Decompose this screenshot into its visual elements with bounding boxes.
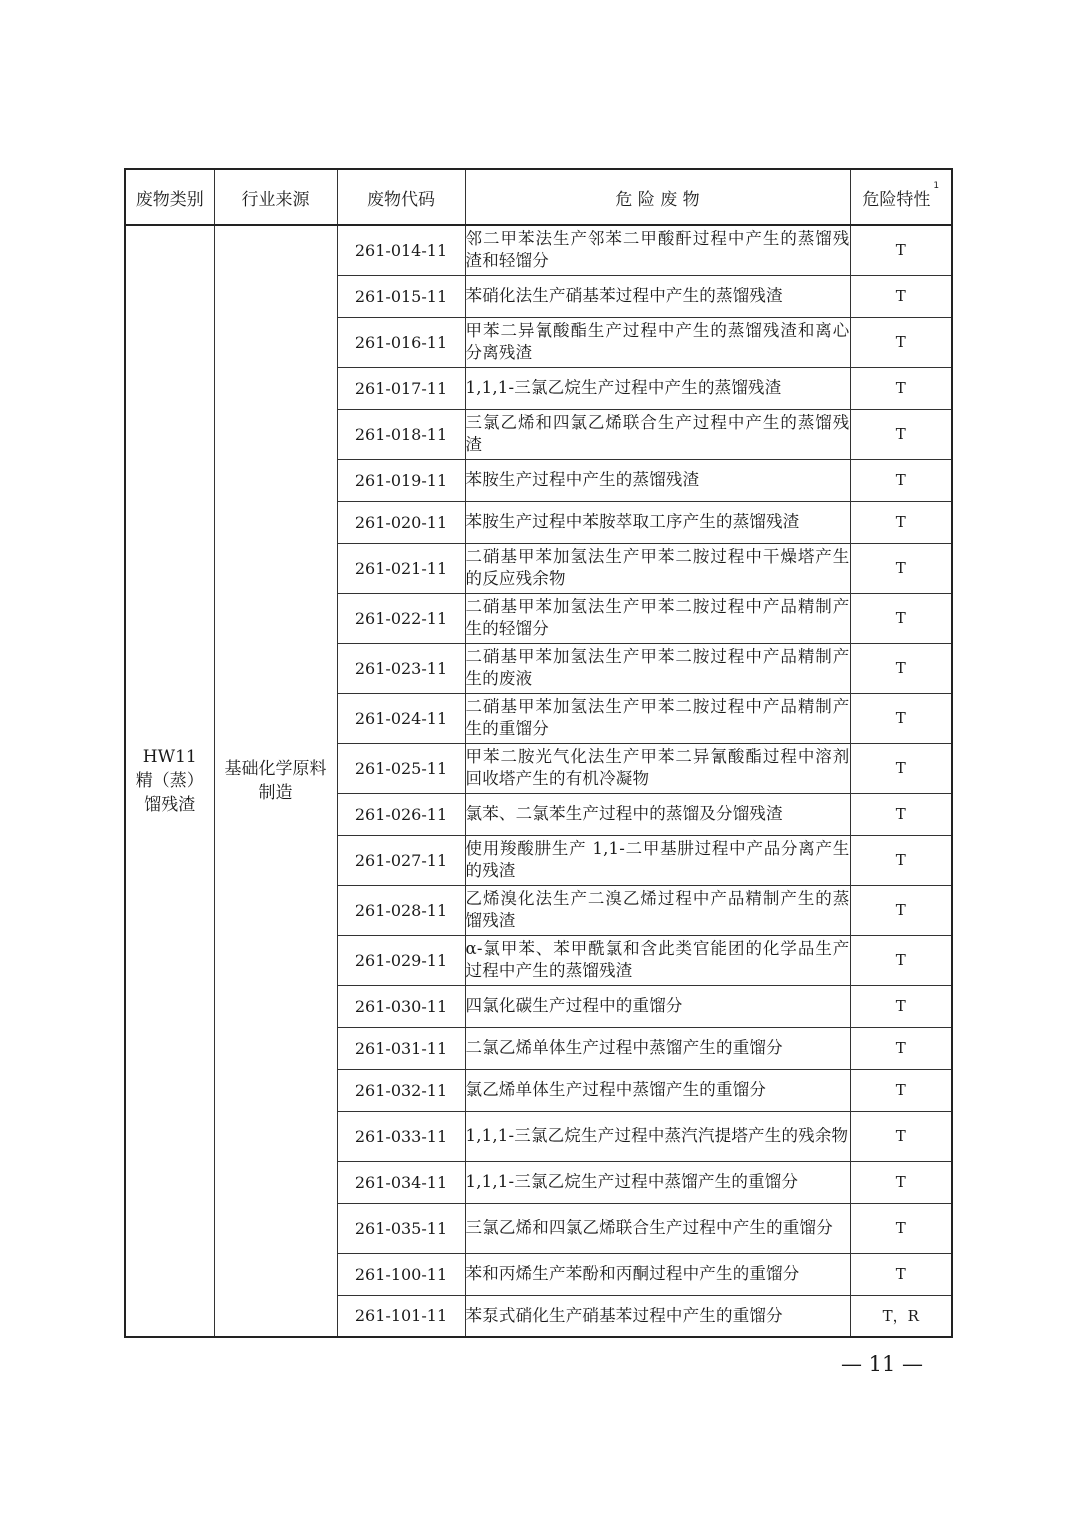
hazard-property-cell: T，R bbox=[850, 1295, 952, 1337]
waste-code-cell: 261-022-11 bbox=[337, 593, 465, 643]
waste-description-cell: 甲苯二异氰酸酯生产过程中产生的蒸馏残渣和离心分离残渣 bbox=[465, 317, 850, 367]
waste-description-cell: 氯苯、二氯苯生产过程中的蒸馏及分馏残渣 bbox=[465, 793, 850, 835]
hazard-property-cell: T bbox=[850, 1111, 952, 1161]
footnote-marker: 1 bbox=[933, 180, 940, 191]
hazard-property-cell: T bbox=[850, 985, 952, 1027]
waste-code-cell: 261-017-11 bbox=[337, 367, 465, 409]
waste-code-cell: 261-031-11 bbox=[337, 1027, 465, 1069]
hazard-property-cell: T bbox=[850, 501, 952, 543]
page-number: — 11 — bbox=[840, 1352, 924, 1376]
waste-description-cell: 二硝基甲苯加氢法生产甲苯二胺过程中产品精制产生的废液 bbox=[465, 643, 850, 693]
hazard-property-cell: T bbox=[850, 693, 952, 743]
waste-description-cell: 1,1,1-三氯乙烷生产过程中蒸汽汽提塔产生的残余物 bbox=[465, 1111, 850, 1161]
waste-code-cell: 261-030-11 bbox=[337, 985, 465, 1027]
waste-code-cell: 261-033-11 bbox=[337, 1111, 465, 1161]
waste-code-cell: 261-020-11 bbox=[337, 501, 465, 543]
hazard-property-cell: T bbox=[850, 835, 952, 885]
waste-description-cell: α-氯甲苯、苯甲酰氯和含此类官能团的化学品生产过程中产生的蒸馏残渣 bbox=[465, 935, 850, 985]
hazard-property-cell: T bbox=[850, 459, 952, 501]
hazard-property-cell: T bbox=[850, 409, 952, 459]
hazard-property-cell: T bbox=[850, 225, 952, 275]
category-line: HW11 bbox=[142, 747, 197, 767]
waste-description-cell: 三氯乙烯和四氯乙烯联合生产过程中产生的重馏分 bbox=[465, 1203, 850, 1253]
hazard-property-cell: T bbox=[850, 367, 952, 409]
hazard-property-cell: T bbox=[850, 275, 952, 317]
header-waste: 危 险 废 物 bbox=[465, 169, 850, 225]
hazard-property-cell: T bbox=[850, 885, 952, 935]
hazard-property-cell: T bbox=[850, 743, 952, 793]
waste-description-cell: 邻二甲苯法生产邻苯二甲酸酐过程中产生的蒸馏残渣和轻馏分 bbox=[465, 225, 850, 275]
hazard-property-cell: T bbox=[850, 1203, 952, 1253]
hazard-property-cell: T bbox=[850, 1027, 952, 1069]
hazard-property-cell: T bbox=[850, 1253, 952, 1295]
header-hazard-label: 危险特性 bbox=[862, 189, 931, 210]
table-header-row bbox=[125, 169, 952, 225]
category-line: 精（蒸） bbox=[135, 771, 204, 791]
hazard-property-cell: T bbox=[850, 543, 952, 593]
waste-code-cell: 261-024-11 bbox=[337, 693, 465, 743]
waste-description-cell: 三氯乙烯和四氯乙烯联合生产过程中产生的蒸馏残渣 bbox=[465, 409, 850, 459]
waste-code-cell: 261-023-11 bbox=[337, 643, 465, 693]
category-line: 馏残渣 bbox=[144, 795, 196, 815]
waste-description-cell: 四氯化碳生产过程中的重馏分 bbox=[465, 985, 850, 1027]
waste-description-cell: 苯泵式硝化生产硝基苯过程中产生的重馏分 bbox=[465, 1295, 850, 1337]
waste-description-cell: 苯胺生产过程中苯胺萃取工序产生的蒸馏残渣 bbox=[465, 501, 850, 543]
waste-description-cell: 二硝基甲苯加氢法生产甲苯二胺过程中产品精制产生的轻馏分 bbox=[465, 593, 850, 643]
hazardous-waste-table bbox=[124, 168, 953, 1338]
hazard-property-cell: T bbox=[850, 935, 952, 985]
waste-code-cell: 261-019-11 bbox=[337, 459, 465, 501]
waste-code-cell: 261-100-11 bbox=[337, 1253, 465, 1295]
hazard-property-cell: T bbox=[850, 1069, 952, 1111]
header-source: 行业来源 bbox=[214, 169, 337, 225]
waste-code-cell: 261-025-11 bbox=[337, 743, 465, 793]
hazard-property-cell: T bbox=[850, 1161, 952, 1203]
waste-description-cell: 二氯乙烯单体生产过程中蒸馏产生的重馏分 bbox=[465, 1027, 850, 1069]
table-row bbox=[125, 225, 952, 275]
waste-code-cell: 261-015-11 bbox=[337, 275, 465, 317]
waste-code-cell: 261-027-11 bbox=[337, 835, 465, 885]
waste-code-cell: 261-028-11 bbox=[337, 885, 465, 935]
industry-source-cell bbox=[214, 225, 337, 1337]
waste-code-cell: 261-026-11 bbox=[337, 793, 465, 835]
waste-description-cell: 氯乙烯单体生产过程中蒸馏产生的重馏分 bbox=[465, 1069, 850, 1111]
waste-description-cell: 1,1,1-三氯乙烷生产过程中产生的蒸馏残渣 bbox=[465, 367, 850, 409]
waste-code-cell: 261-101-11 bbox=[337, 1295, 465, 1337]
source-line: 基础化学原料 bbox=[224, 759, 327, 779]
waste-code-cell: 261-032-11 bbox=[337, 1069, 465, 1111]
header-hazard bbox=[850, 169, 952, 225]
waste-description-cell: 苯硝化法生产硝基苯过程中产生的蒸馏残渣 bbox=[465, 275, 850, 317]
waste-description-cell: 二硝基甲苯加氢法生产甲苯二胺过程中干燥塔产生的反应残余物 bbox=[465, 543, 850, 593]
hazard-property-cell: T bbox=[850, 317, 952, 367]
waste-description-cell: 使用羧酸肼生产 1,1-二甲基肼过程中产品分离产生的残渣 bbox=[465, 835, 850, 885]
source-line: 制造 bbox=[258, 783, 293, 803]
hazard-property-cell: T bbox=[850, 643, 952, 693]
waste-description-cell: 乙烯溴化法生产二溴乙烯过程中产品精制产生的蒸馏残渣 bbox=[465, 885, 850, 935]
waste-code-cell: 261-035-11 bbox=[337, 1203, 465, 1253]
waste-code-cell: 261-021-11 bbox=[337, 543, 465, 593]
waste-description-cell: 苯胺生产过程中产生的蒸馏残渣 bbox=[465, 459, 850, 501]
header-code: 废物代码 bbox=[337, 169, 465, 225]
waste-description-cell: 甲苯二胺光气化法生产甲苯二异氰酸酯过程中溶剂回收塔产生的有机冷凝物 bbox=[465, 743, 850, 793]
header-category: 废物类别 bbox=[125, 169, 214, 225]
waste-code-cell: 261-018-11 bbox=[337, 409, 465, 459]
waste-code-cell: 261-029-11 bbox=[337, 935, 465, 985]
hazard-property-cell: T bbox=[850, 593, 952, 643]
waste-category-cell bbox=[125, 225, 214, 1337]
waste-code-cell: 261-016-11 bbox=[337, 317, 465, 367]
waste-description-cell: 二硝基甲苯加氢法生产甲苯二胺过程中产品精制产生的重馏分 bbox=[465, 693, 850, 743]
waste-code-cell: 261-034-11 bbox=[337, 1161, 465, 1203]
waste-description-cell: 1,1,1-三氯乙烷生产过程中蒸馏产生的重馏分 bbox=[465, 1161, 850, 1203]
waste-description-cell: 苯和丙烯生产苯酚和丙酮过程中产生的重馏分 bbox=[465, 1253, 850, 1295]
hazard-property-cell: T bbox=[850, 793, 952, 835]
waste-code-cell: 261-014-11 bbox=[337, 225, 465, 275]
